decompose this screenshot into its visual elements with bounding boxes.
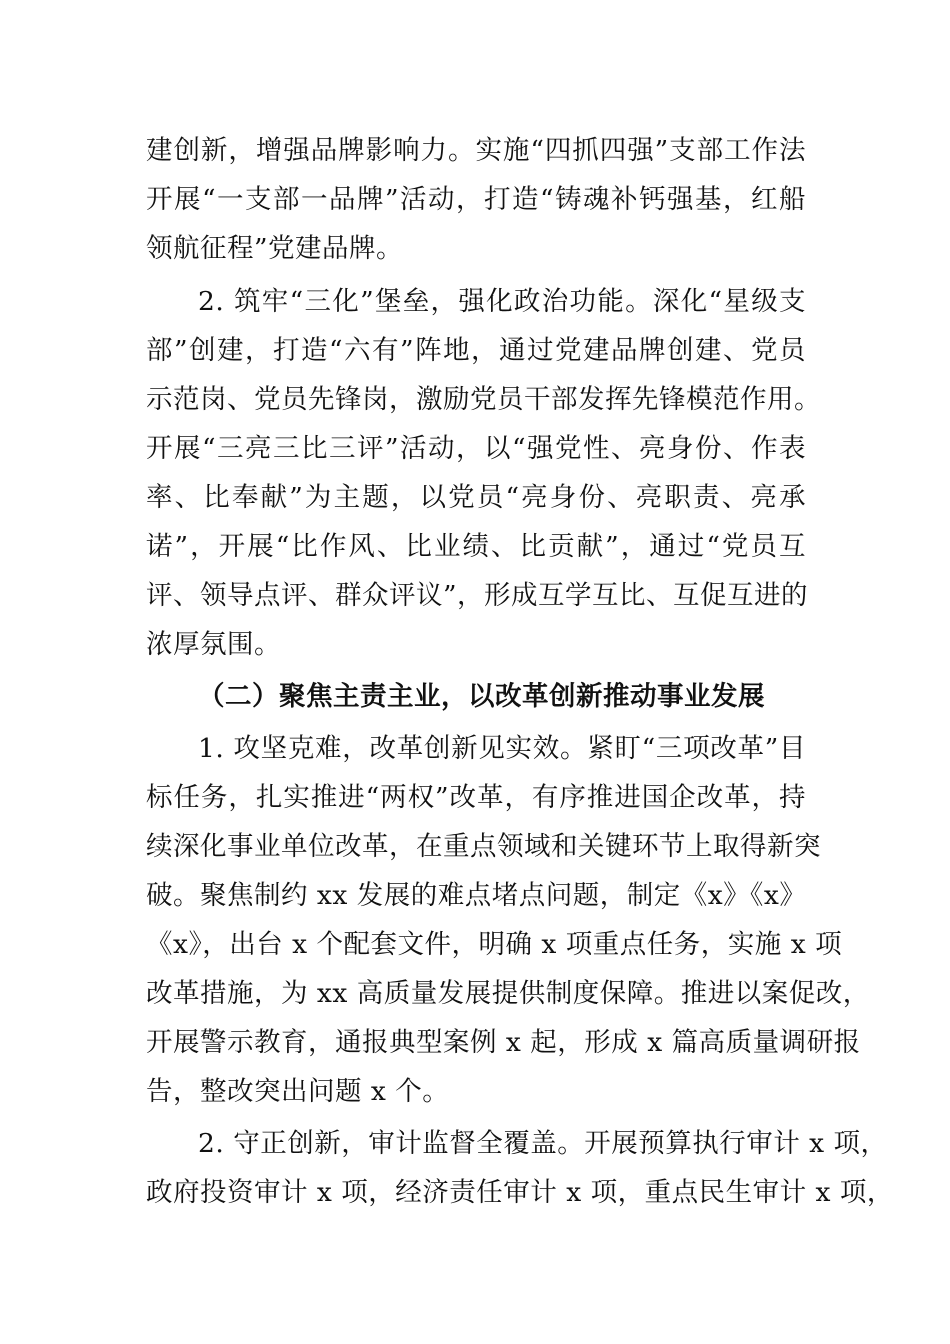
text-line: 2. 筑牢“三化”堡垒，强化政治功能。深化“星级支 [198,286,806,317]
text-line: 部”创建，打造“六有”阵地，通过党建品牌创建、党员 [146,335,806,366]
text-line: 评、领导点评、群众评议”，形成互学互比、互促互进的 [146,580,809,611]
text-line: 《x》，出台 x 个配套文件，明确 x 项重点任务，实施 x 项 [146,929,843,960]
section-heading: （二）聚焦主责主业，以改革创新推动事业发展 [198,681,765,712]
text-line: 领航征程”党建品牌。 [146,233,404,264]
text-line: 破。聚焦制约 xx 发展的难点堵点问题，制定《x》《x》 [146,880,807,911]
text-line: 示范岗、党员先锋岗，激励党员干部发挥先锋模范作用。 [146,384,821,415]
text-line: 建创新，增强品牌影响力。实施“四抓四强”支部工作法 [146,135,806,166]
text-line: 诺”，开展“比作风、比业绩、比贡献”，通过“党员互 [146,531,806,562]
text-line: 浓厚氛围。 [146,629,281,660]
text-line: 率、比奉献”为主题，以党员“亮身份、亮职责、亮承 [146,482,806,513]
text-line: 政府投资审计 x 项，经济责任审计 x 项，重点民生审计 x 项， [146,1177,894,1208]
text-line: 改革措施，为 xx 高质量发展提供制度保障。推进以案促改， [146,978,870,1009]
text-line: 告，整改突出问题 x 个。 [146,1076,450,1107]
text-line: 续深化事业单位改革，在重点领域和关键环节上取得新突 [146,831,821,862]
text-line: 2. 守正创新，审计监督全覆盖。开展预算执行审计 x 项， [198,1128,888,1159]
text-line: 开展警示教育，通报典型案例 x 起，形成 x 篇高质量调研报 [146,1027,861,1058]
text-line: 1. 攻坚克难，改革创新见实效。紧盯“三项改革”目 [198,733,806,764]
text-line: 标任务，扎实推进“两权”改革，有序推进国企改革，持 [146,782,806,813]
text-line: 开展“三亮三比三评”活动，以“强党性、亮身份、作表 [146,433,806,464]
text-line: 开展“一支部一品牌”活动，打造“铸魂补钙强基，红船 [146,184,806,215]
